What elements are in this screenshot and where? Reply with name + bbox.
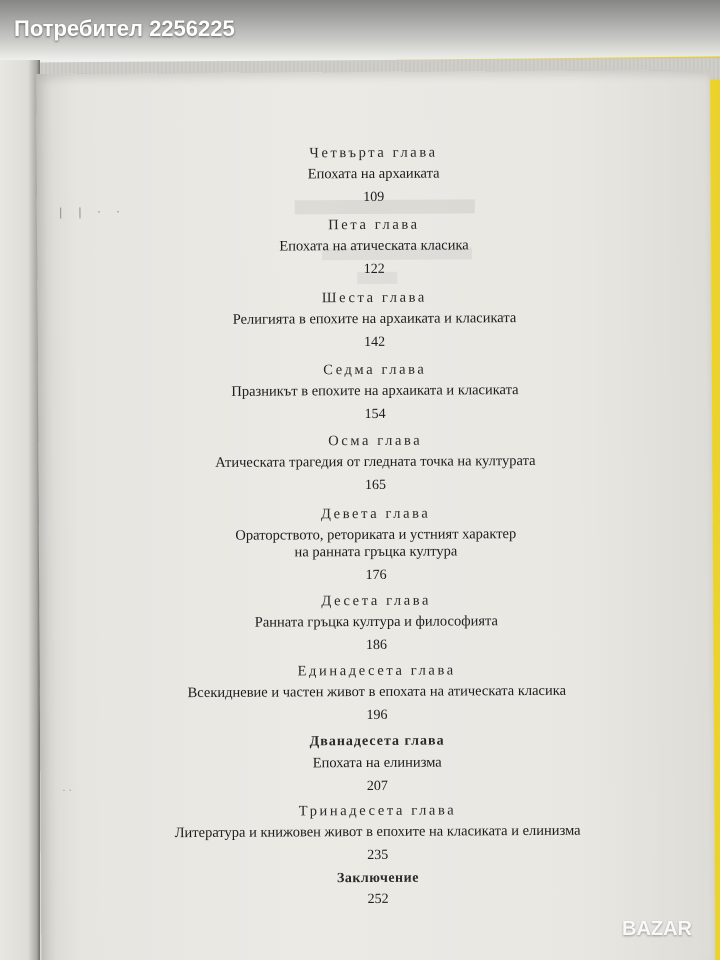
watermark-user-label: Потребител 2256225	[14, 16, 235, 41]
chapter-heading: Тринадесета глава	[298, 802, 457, 820]
book-page	[36, 70, 715, 960]
toc-entry	[40, 800, 714, 867]
toc-entry-conclusion	[41, 868, 715, 911]
pencil-mark: · ·	[62, 785, 72, 797]
chapter-page-number: 122	[363, 261, 385, 278]
chapter-page-number: 207	[366, 778, 388, 794]
brand-logo	[622, 918, 702, 946]
conclusion-page-number: 252	[367, 891, 389, 907]
chapter-page-number: 142	[364, 334, 386, 351]
toc-entry	[39, 503, 713, 587]
chapter-heading: Единадесета глава	[297, 662, 456, 680]
chapter-page-number: 235	[367, 847, 389, 863]
chapter-page-number: 186	[365, 637, 388, 653]
chapter-page-number: 196	[366, 707, 388, 723]
pencil-mark: | | · ·	[58, 205, 126, 219]
chapter-title: Религията в епохите на архаиката и класиката	[232, 310, 517, 328]
chapter-heading: Шеста глава	[321, 289, 427, 307]
chapter-title: Ораторството, реториката и устният характер	[235, 526, 517, 544]
toc-entry	[36, 142, 710, 209]
watermark-banner	[0, 0, 720, 60]
chapter-page-number: 165	[364, 477, 387, 493]
toc-entry	[38, 359, 712, 426]
chapter-page-number: 109	[363, 189, 385, 206]
opposite-page-edge	[0, 60, 40, 960]
toc-entry	[37, 287, 711, 354]
chapter-heading: Седма глава	[323, 361, 427, 379]
chapter-page-number: 176	[365, 567, 387, 583]
chapter-heading: Десета глава	[321, 592, 432, 610]
chapter-title: Всекидневие и частен живот в епохата на атическата класика	[187, 682, 567, 702]
chapter-heading: Пета глава	[328, 216, 420, 234]
chapter-title-continued: на ранната гръцка култура	[294, 543, 458, 561]
toc-entry	[38, 430, 712, 497]
chapter-title: Празникът в епохите на архаиката и класиката	[231, 382, 519, 400]
chapter-title: Епохата на атическата класика	[279, 237, 469, 255]
toc-entry	[37, 214, 711, 281]
toc-entry	[39, 590, 713, 657]
chapter-title: Епохата на архаиката	[307, 165, 440, 183]
chapter-page-number: 154	[364, 406, 386, 422]
chapter-heading: Осма глава	[328, 432, 423, 450]
brand-logo-text: BAZAR	[622, 918, 692, 940]
chapter-heading: Четвърта глава	[309, 144, 438, 162]
chapter-heading: Девета глава	[320, 505, 431, 523]
toc-entry	[40, 660, 714, 727]
chapter-title: Литература и книжовен живот в епохите на класиката и елинизма	[174, 822, 581, 842]
chapter-title: Ранната гръцка култура и философията	[254, 613, 499, 631]
chapter-title: Епохата на елинизма	[312, 754, 442, 772]
toc-entry	[40, 731, 714, 798]
conclusion-heading: Заключение	[336, 870, 419, 887]
chapter-heading: Дванадесета глава	[309, 733, 445, 750]
chapter-title: Атическата трагедия от гледната точка на културата	[215, 452, 536, 471]
